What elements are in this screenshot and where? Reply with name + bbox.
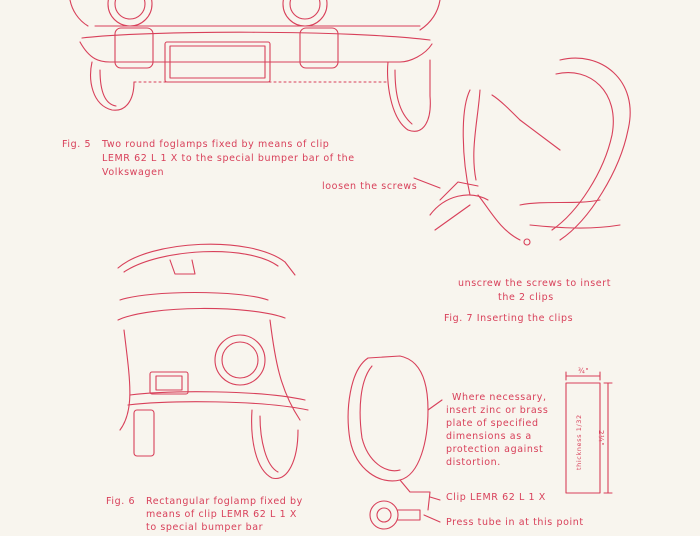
fig7-unscrew-line-1: unscrew the screws to insert — [458, 278, 612, 289]
fig8-note-line-2: insert zinc or brass — [446, 405, 549, 416]
fig6-caption-line-3: to special bumper bar — [146, 522, 264, 533]
fig8-note-line-5: protection against — [446, 444, 544, 455]
fig7-loosen-label: loosen the screws — [322, 181, 418, 192]
fig8-note-line-1: Where necessary, — [452, 392, 547, 403]
fig6-car-rectangular-lamp-illustration — [118, 244, 308, 478]
fig8-note-line-6: distortion. — [446, 457, 501, 468]
fig5-label: Fig. 5 — [62, 139, 92, 150]
fig6-label: Fig. 6 — [106, 496, 136, 507]
fig5-caption-line-2: LEMR 62 L 1 X to the special bumper bar of the — [102, 153, 355, 164]
fig5-caption-line-1: Two round foglamps fixed by means of clip — [102, 139, 330, 150]
fig8-thickness-label: thickness 1/32 — [575, 414, 583, 470]
fig8-note-line-4: dimensions as a — [446, 431, 532, 442]
fig7-caption: Fig. 7 Inserting the clips — [444, 313, 574, 324]
fig7-unscrew-line-2: the 2 clips — [498, 292, 554, 303]
fig8-dimension-top: ¾" — [578, 367, 590, 375]
fig5-caption-line-3: Volkswagen — [102, 167, 165, 178]
fig8-note-line-3: plate of specified — [446, 418, 539, 429]
fig8-press-label: Press tube in at this point — [446, 517, 584, 528]
fig7-inserting-clips-illustration — [414, 58, 630, 245]
fig8-dimension-side: 2¼" — [597, 430, 605, 447]
fig6-caption-line-1: Rectangular foglamp fixed by — [146, 496, 303, 507]
fig6-caption-line-2: means of clip LEMR 62 L 1 X — [146, 509, 297, 520]
fig5-car-front-illustration — [70, 0, 440, 131]
fig8-clip-label: Clip LEMR 62 L 1 X — [446, 492, 546, 503]
fig8-lamp-clip-detail-illustration — [348, 356, 612, 529]
